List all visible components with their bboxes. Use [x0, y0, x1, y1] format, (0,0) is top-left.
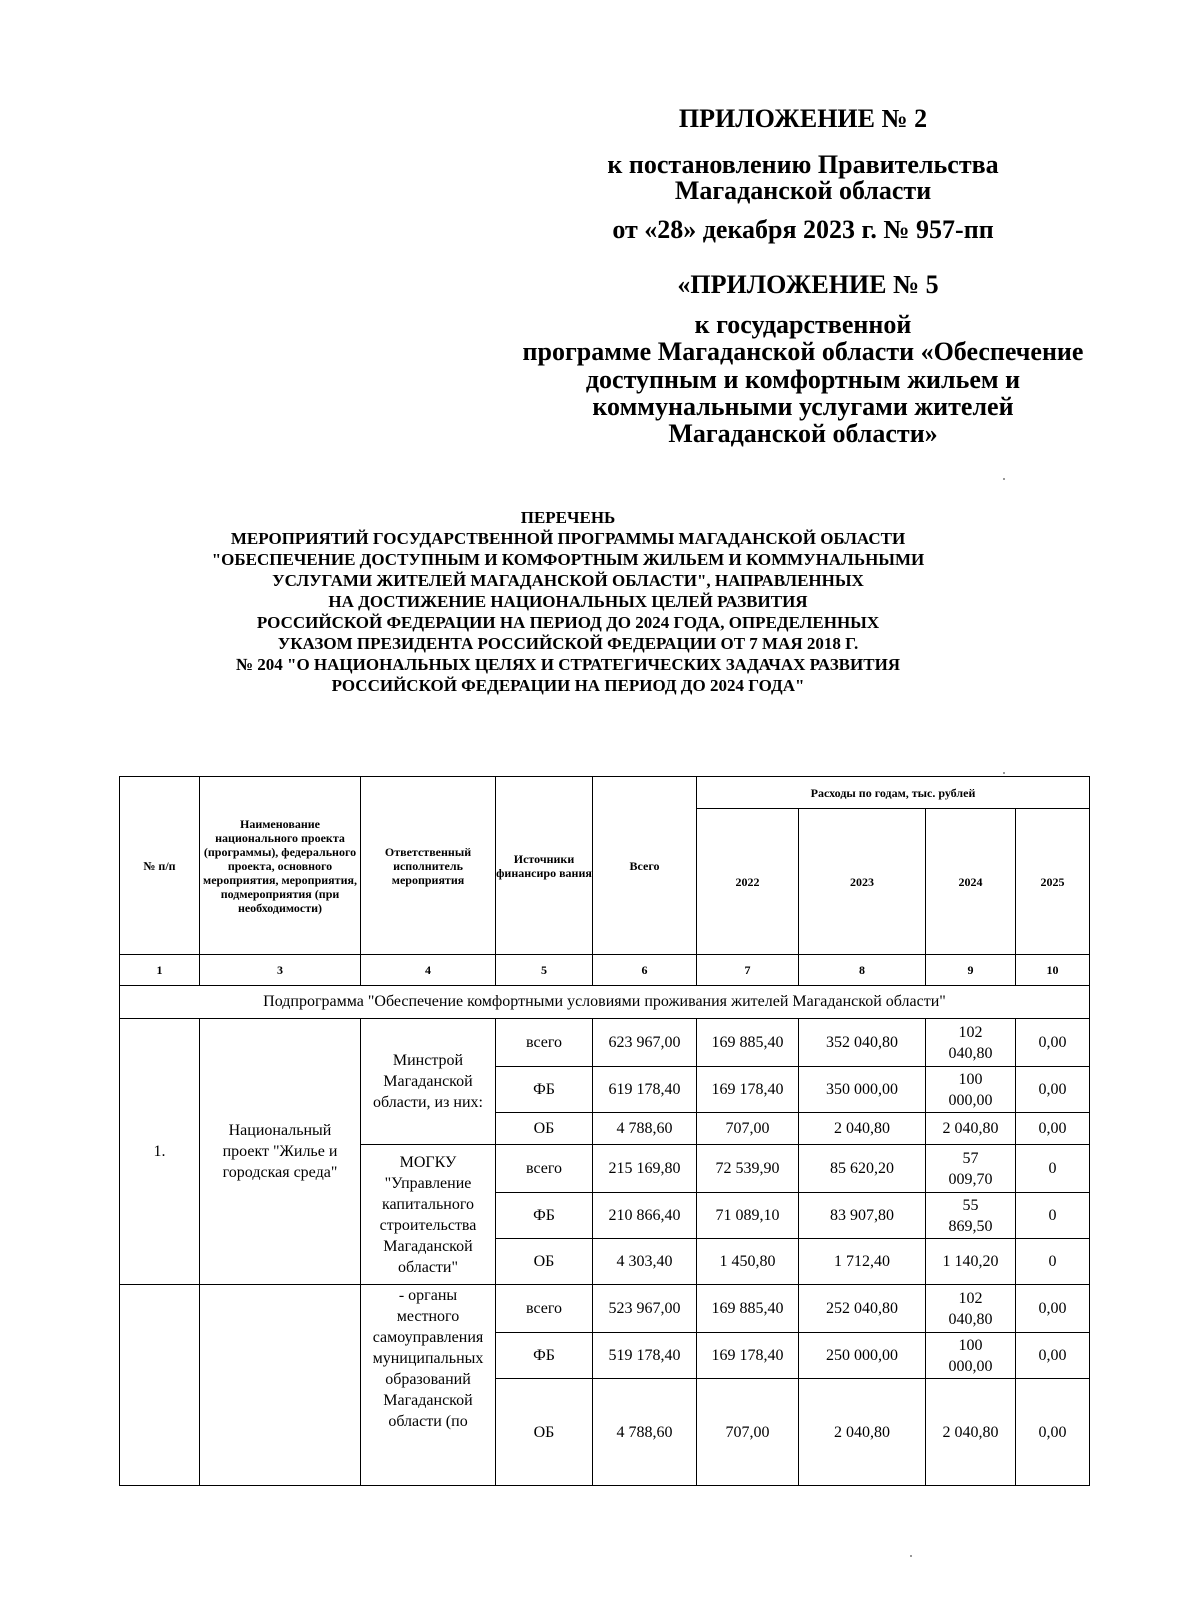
row-number-empty: [120, 1285, 200, 1486]
subprogram-title: Подпрограмма "Обеспечение комфортными условиями проживания жителей Магаданской области": [120, 986, 1090, 1019]
header-year: 2022: [697, 809, 799, 955]
column-number: 10: [1016, 955, 1090, 986]
source-cell: всего: [496, 1019, 593, 1067]
total-cell: 619 178,40: [593, 1067, 697, 1113]
column-number: 6: [593, 955, 697, 986]
header-col-source: Источники финансиро вания: [496, 777, 593, 955]
year-cell: 71 089,10: [697, 1193, 799, 1239]
year-cell: 0,00: [1016, 1019, 1090, 1067]
source-cell: ФБ: [496, 1333, 593, 1379]
header-year: 2024: [926, 809, 1016, 955]
scan-speck: [1003, 478, 1005, 480]
total-cell: 523 967,00: [593, 1285, 697, 1333]
program-line: программе Магаданской области «Обеспечение: [522, 337, 1084, 366]
year-cell: 707,00: [697, 1113, 799, 1145]
source-cell: ОБ: [496, 1239, 593, 1285]
year-cell: 100 000,00: [926, 1067, 1016, 1113]
year-cell: 0: [1016, 1145, 1090, 1193]
year-cell: 1 712,40: [799, 1239, 926, 1285]
total-cell: 4 303,40: [593, 1239, 697, 1285]
source-cell: ФБ: [496, 1067, 593, 1113]
project-name-empty: [200, 1285, 361, 1486]
project-name: Национальный проект "Жилье и городская среда": [200, 1019, 361, 1285]
total-cell: 210 866,40: [593, 1193, 697, 1239]
year-cell: 85 620,20: [799, 1145, 926, 1193]
year-cell: 55 869,50: [926, 1193, 1016, 1239]
year-cell: 2 040,80: [799, 1113, 926, 1145]
scan-speck: [1003, 772, 1005, 774]
column-number: 1: [120, 955, 200, 986]
title-line: ПЕРЕЧЕНЬ: [520, 508, 616, 527]
header-year: 2023: [799, 809, 926, 955]
executor: МОГКУ "Управление капитального строительства Магаданской области": [361, 1145, 496, 1285]
year-cell: 1 140,20: [926, 1239, 1016, 1285]
column-number: 3: [200, 955, 361, 986]
resolution-line: к постановлению Правительства: [607, 150, 999, 179]
year-cell: 1 450,80: [697, 1239, 799, 1285]
title-line: МЕРОПРИЯТИЙ ГОСУДАРСТВЕННОЙ ПРОГРАММЫ МАГАДАНСКОЙ ОБЛАСТИ: [230, 529, 906, 548]
year-cell: 252 040,80: [799, 1285, 926, 1333]
header-col-executor: Ответственный исполнитель мероприятия: [361, 777, 496, 955]
year-cell: 102 040,80: [926, 1285, 1016, 1333]
year-cell: 0,00: [1016, 1285, 1090, 1333]
title-line: УСЛУГАМИ ЖИТЕЛЕЙ МАГАДАНСКОЙ ОБЛАСТИ", НАПРАВЛЕННЫХ: [272, 571, 864, 590]
year-cell: 57 009,70: [926, 1145, 1016, 1193]
column-number: 5: [496, 955, 593, 986]
total-cell: 4 788,60: [593, 1379, 697, 1486]
year-cell: 352 040,80: [799, 1019, 926, 1067]
year-cell: 2 040,80: [926, 1113, 1016, 1145]
year-cell: 2 040,80: [926, 1379, 1016, 1486]
program-line: Магаданской области»: [668, 419, 938, 448]
title-line: УКАЗОМ ПРЕЗИДЕНТА РОССИЙСКОЙ ФЕДЕРАЦИИ ОТ 7 МАЯ 2018 Г.: [277, 634, 859, 653]
year-cell: 0,00: [1016, 1067, 1090, 1113]
year-cell: 350 000,00: [799, 1067, 926, 1113]
year-cell: 72 539,90: [697, 1145, 799, 1193]
executor: Минстрой Магаданской области, из них:: [361, 1019, 496, 1145]
header-col-total: Всего: [593, 777, 697, 955]
resolution-date: от «28» декабря 2023 г. № 957-пп: [612, 215, 994, 244]
source-cell: ОБ: [496, 1379, 593, 1486]
header-years-group: Расходы по годам, тыс. рублей: [697, 777, 1090, 809]
header-col-no: № п/п: [120, 777, 200, 955]
column-number: 8: [799, 955, 926, 986]
column-number: 4: [361, 955, 496, 986]
year-cell: 100 000,00: [926, 1333, 1016, 1379]
title-line: № 204 "О НАЦИОНАЛЬНЫХ ЦЕЛЯХ И СТРАТЕГИЧЕСКИХ ЗАДАЧАХ РАЗВИТИЯ: [235, 655, 901, 674]
title-line: "ОБЕСПЕЧЕНИЕ ДОСТУПНЫМ И КОМФОРТНЫМ ЖИЛЬЕМ И КОММУНАЛЬНЫМИ: [211, 550, 925, 569]
year-cell: 707,00: [697, 1379, 799, 1486]
total-cell: 623 967,00: [593, 1019, 697, 1067]
year-cell: 169 885,40: [697, 1019, 799, 1067]
year-cell: 0: [1016, 1239, 1090, 1285]
header-col-name: Наименование национального проекта (программы), федерального проекта, основного мероприятия, мероприятия, подмероприятия (при необходимости): [200, 777, 361, 955]
year-cell: 102 040,80: [926, 1019, 1016, 1067]
year-cell: 250 000,00: [799, 1333, 926, 1379]
program-line: к государственной: [694, 310, 912, 339]
title-line: РОССИЙСКОЙ ФЕДЕРАЦИИ НА ПЕРИОД ДО 2024 ГОДА, ОПРЕДЕЛЕННЫХ: [256, 613, 880, 632]
total-cell: 519 178,40: [593, 1333, 697, 1379]
resolution-line: Магаданской области: [674, 176, 932, 205]
source-cell: всего: [496, 1285, 593, 1333]
scan-speck: [910, 1555, 912, 1557]
year-cell: 0: [1016, 1193, 1090, 1239]
year-cell: 83 907,80: [799, 1193, 926, 1239]
year-cell: 2 040,80: [799, 1379, 926, 1486]
year-cell: 0,00: [1016, 1379, 1090, 1486]
row-number: 1.: [120, 1019, 200, 1285]
column-number: 7: [697, 955, 799, 986]
source-cell: ФБ: [496, 1193, 593, 1239]
program-line: доступным и комфортным жильем и: [585, 365, 1021, 394]
year-cell: 169 885,40: [697, 1285, 799, 1333]
title-line: РОССИЙСКОЙ ФЕДЕРАЦИИ НА ПЕРИОД ДО 2024 ГОДА": [331, 676, 805, 695]
appendix5-number: «ПРИЛОЖЕНИЕ № 5: [677, 270, 939, 299]
source-cell: ОБ: [496, 1113, 593, 1145]
title-line: НА ДОСТИЖЕНИЕ НАЦИОНАЛЬНЫХ ЦЕЛЕЙ РАЗВИТИЯ: [328, 592, 808, 611]
total-cell: 4 788,60: [593, 1113, 697, 1145]
program-line: коммунальными услугами жителей: [592, 392, 1014, 421]
header-year: 2025: [1016, 809, 1090, 955]
source-cell: всего: [496, 1145, 593, 1193]
executor: - органы местного самоуправления муниципальных образований Магаданской области (по: [361, 1285, 496, 1486]
appendix-number: ПРИЛОЖЕНИЕ № 2: [678, 104, 928, 133]
year-cell: 169 178,40: [697, 1067, 799, 1113]
year-cell: 0,00: [1016, 1113, 1090, 1145]
year-cell: 169 178,40: [697, 1333, 799, 1379]
year-cell: 0,00: [1016, 1333, 1090, 1379]
activities-table: [119, 776, 1090, 1486]
total-cell: 215 169,80: [593, 1145, 697, 1193]
column-number: 9: [926, 955, 1016, 986]
